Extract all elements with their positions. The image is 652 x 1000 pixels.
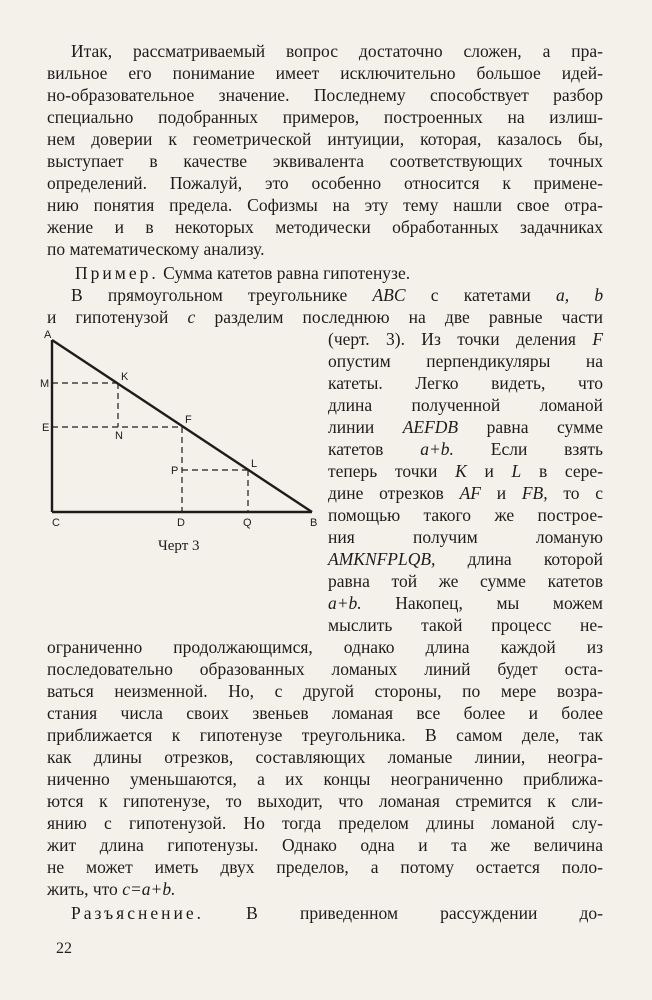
text-line: жит длина гипотенузы. Однако одна и та же величина [47,835,603,855]
text-line: вильное его понимание имеет исключительно большое идей- [47,63,603,83]
label-q: Q [243,517,252,529]
math: FB, [521,483,548,503]
label-e: E [42,422,50,434]
text: Итак, рассматриваемый вопрос достаточно сложен, а пра- [71,41,603,61]
text: теперь точки [328,461,438,481]
text: то с [563,483,604,503]
math: a+b. [420,439,454,459]
text: катетов [328,439,384,459]
text: равна сумме [486,417,603,437]
example-label: Пример. [75,263,159,283]
text: мыслить такой процесс не- [328,615,603,635]
math: c=a+b. [122,879,176,899]
text-line: ваться неизменной. Но, с другой стороны, по мере возра- [47,681,603,701]
math: L [511,461,522,481]
text: с катетами [430,285,531,305]
text-line: нию понятия предела. Софизмы на эту тему нашли свое отра- [47,195,603,215]
figure-caption: Черт 3 [158,538,200,554]
label-b: B [310,517,318,529]
text: и [484,461,494,481]
text: и [496,483,507,503]
label-f: F [185,414,192,426]
text-line: по математическому анализу. [47,239,265,259]
math: AEFDB [402,417,459,437]
label-m: M [40,378,50,390]
text: длина полученной ломаной [328,395,603,415]
math: F [592,329,604,349]
text-line: янию с гипотенузой. Но тогда пределом длины ломаной слу- [47,813,603,833]
text-line [47,902,603,924]
text: катеты. Легко видеть, что [328,373,603,393]
text: и гипотенузой [47,307,169,327]
math: b [594,285,604,305]
text-line: приближается к гипотенузе треугольника. В самом деле, так [47,725,603,745]
text: разделим последнюю на две равные части [214,307,604,327]
text-line: выступает в качестве эквивалента соответствующих точных [47,151,603,171]
text: ния получим ломаную [328,527,603,547]
text: (черт. 3). Из точки деления [328,329,576,349]
math: ABC [372,285,406,305]
label-c: C [52,517,60,529]
label-a: A [44,329,52,341]
page-number: 22 [56,940,72,957]
math: K [455,461,467,481]
text-line: не может иметь двух пределов, а потому остается поло- [47,857,603,877]
text-line: ограниченно продолжающимся, однако длина каждой из [47,637,603,657]
text-line: но-образовательное значение. Последнему способствует разбор [47,85,603,105]
label-k: K [121,371,129,383]
text: опустим перпендикуляры на [328,351,603,371]
text-line: нем доверии к геометрической интуиции, которая, казалось бы, [47,129,603,149]
text: помощью такого же построе- [328,505,603,525]
text: В прямоугольном треугольнике [71,285,348,305]
math: a, [555,285,570,305]
text-line: стания числа своих звеньев ломаная все более и более [47,703,603,723]
math: a+b. [328,593,362,613]
text-line: жение и в некоторых методически обработанных задачниках [47,217,603,237]
math: c [187,307,196,327]
math: AMKNFPLQB, [328,549,436,569]
label-p: P [171,465,179,477]
text: Накопец, мы можем [395,593,603,613]
label-l: L [251,458,258,470]
text: Если взять [490,439,603,459]
text-line: ниченно уменьшаются, а их концы неограниченно приближа- [47,769,603,789]
text-line: определений. Пожалуй, это особенно относится к примене- [47,173,603,193]
text: дине отрезков [328,483,444,503]
text: линии [328,417,375,437]
explanation-label: Разъяснение. [71,903,204,923]
label-n: N [115,430,123,442]
text: В приведенном рассуждении до- [246,903,603,923]
label-d: D [177,517,185,529]
text-line: как длины отрезков, составляющих ломаные линии, неогра- [47,747,603,767]
text: длина которой [467,549,603,569]
text-line: ются к гипотенузе, то выходит, что ломаная стремится к сли- [47,791,603,811]
text: равна той же сумме катетов [328,571,603,591]
example-statement: Сумма катетов равна гипотенузе. [163,263,411,283]
text-line: последовательно образованных ломаных линий будет оста- [47,659,603,679]
text-line: специально подобранных примеров, построенных на излиш- [47,107,603,127]
text: в сере- [538,461,604,481]
math: AF [459,483,481,503]
text: жить, что [47,879,118,899]
